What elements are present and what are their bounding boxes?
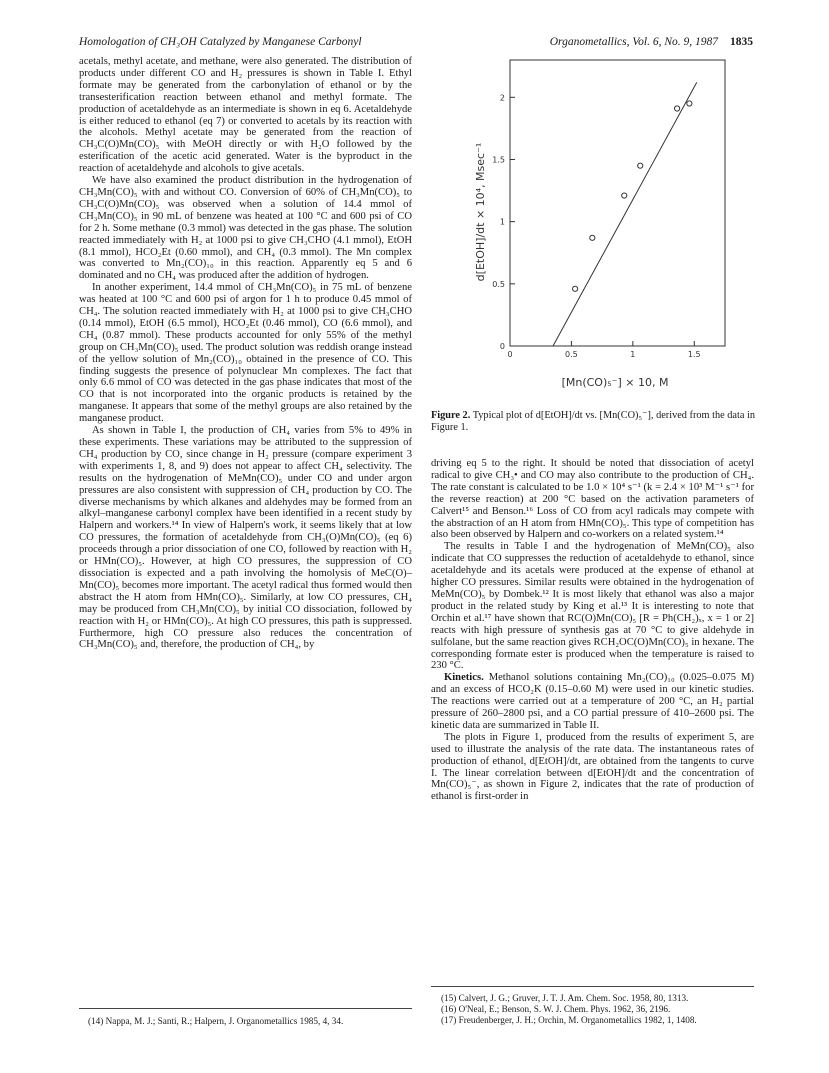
figure-caption [431,410,755,434]
y-axis-ticks [492,93,515,351]
data-point [674,106,679,111]
fit-line [553,82,697,346]
data-point [590,235,595,240]
footnote-rule [431,986,754,987]
y-tick-label: 1.5 [492,155,505,165]
plot-frame [510,60,725,346]
kinetics-paragraph [431,672,754,732]
x-axis-ticks [507,341,700,359]
figure-2 [437,58,757,408]
caption-label: Figure 2. [431,410,471,421]
page-number: 1835 [730,36,753,48]
footnote: (17) Freudenberger, J. H.; Orchin, M. Organometallics 1982, 1, 1408. [441,1015,697,1026]
x-tick-label: 0.5 [565,350,578,359]
paragraph: As shown in Table I, the production of CH₄ varies from 5% to 49% in these experiments. These variations may be attributed to the suppression of CH₄ production by CO, since change in H₂ pressure (compare experiment 3 with experiments 1, 8, and 9) does not appear to affect CH₄ selectivity. The results on the hydrogenation of MeMn(CO)₅ under CO and under argon pressures are also consistent with suppression of CH₄ production by CO. The diverse mechanisms by which alkanes and aldehydes may be formed from an alkyl–manganese carbonyl complex have been identified in a recent study by Halpern and workers.¹⁴ In view of Halpern's work, it seems likely that at low CO pressures, the formation of acetaldehyde from CH₃(O)Mn(CO)₅ (eq 6) proceeds through a prior dissociation of one CO, followed by reaction with H₂ or HMn(CO)₅. However, at high CO pressures, the suppression of CO dissociation is expected and a path involving the homolysis of MeC(O)–Mn(CO)₅ becomes more important. The acetyl radical thus formed would then abstract the H atom from HMn(CO)₅. Similarly, at low CO pressures, CH₄ may be produced from CH₃Mn(CO)₅ by initial CO dissociation, followed by reaction with H₂ or HMn(CO)₅. At high CO pressures, this path is suppressed. Furthermore, high CO pressure also reduces the concentration of CH₃Mn(CO)₅ and, therefore, the production of CH₄, by [79,425,412,651]
footnotes-left [88,1016,418,1027]
paragraph: We have also examined the product distribution in the hydrogenation of CH₃Mn(CO)₅ with and without CO. Conversion of 60% of CH₃Mn(CO)₅ to CH₃C(O)Mn(CO)₅ was observed when a solution of 14.4 mmol of CH₃Mn(CO)₅ in 90 mL of benzene was heated at 100 °C and 600 psi of CO for 2 h. Some methane (0.3 mmol) was detected in the gas phase. The solution reacted immediately with H₂ at 1000 psi to give CH₃CHO (4.1 mmol), EtOH (8.1 mmol), HCO₂Et (0.60 mmol), and CH₄ (0.3 mmol). The Mn complex was converted to Mn₂(CO)₁₀ in this reaction. Apparently eq 5 and 6 dominated and no CH₄ was produced after the addition of hydrogen. [79,175,412,282]
data-point [622,193,627,198]
left-column [79,56,412,651]
paragraph: driving eq 5 to the right. It should be noted that dissociation of acetyl radical to give CH₃• and CO may also contribute to the production of CH₄. The rate constant is calculated to be 1.0 × 10⁴ s⁻¹ (k = 2.4 × 10³ M⁻¹ s⁻¹ for the reverse reaction) at 200 °C based on the activation parameters of Calvert¹⁵ and Benson.¹⁶ Loss of CO from acyl radicals may compete with the abstraction of an H atom from HMn(CO)₅. This type of competition has also been observed by Halpern and co-workers on a related system.¹⁴ [431,458,754,541]
x-tick-label: 0 [507,350,513,359]
footnote: (14) Nappa, M. J.; Santi, R.; Halpern, J. Organometallics 1985, 4, 34. [88,1016,344,1026]
footnote-rule [79,1008,412,1009]
kinetics-text: Methanol solutions containing Mn₂(CO)₁₀ (0.025–0.075 M) and an excess of HCO₂K (0.15–0.60 M) were used in our kinetic studies. The reactions were carried out at a temperature of 200 °C, an H₂ partial pressure of 260–2800 psi, and a CO partial pressure of 410–2600 psi. The kinetic data are summarized in Table II. [431,672,754,731]
paragraph: acetals, methyl acetate, and methane, were also generated. The distribution of products under different CO and H₂ pressures is shown in Table I. Ethyl formate may be generated from the carbonylation of ethanol or by the transesterification reaction between ethanol and methyl formate. The production of acetaldehyde as an intermediate is shown in eq 6. Acetaldehyde is either reduced to ethanol (eq 7) or converted to acetals by its reaction with the alcohols. Methyl acetate may be generated from the reaction of CH₃C(O)Mn(CO)₅ with MeOH directly or with H₂O followed by the esterification of the acetic acid generated. Water is the byproduct in the reaction of acetaldehyde and alcohols to give acetals. [79,56,412,175]
journal-citation [550,36,753,48]
data-points [573,101,692,291]
data-point [687,101,692,106]
data-point [638,163,643,168]
x-tick-label: 1 [630,350,636,359]
caption-text: Typical plot of d[EtOH]/dt vs. [Mn(CO)₅⁻], derived from the data in Figure 1. [431,410,756,433]
x-tick-label: 1.5 [687,350,701,359]
paragraph: The plots in Figure 1, produced from the results of experiment 5, are used to illustrate the analysis of the rate data. The instantaneous rates of production of ethanol, d[EtOH]/dt, are obtained from the tangents to curve I. The linear correlation between d[EtOH]/dt and the concentration of Mn(CO)₅⁻, as shown in Figure 2, indicates that the rate of production of ethanol is first-order in [431,731,754,803]
footnote: (16) O'Neal, E.; Benson, S. W. J. Chem. Phys. 1962, 36, 2196. [441,1004,671,1015]
x-axis-label: [Mn(CO)₅⁻] × 10, M [561,376,669,389]
section-heading: Kinetics. [444,672,484,684]
y-tick-label: 1 [499,217,505,227]
footnotes-right [441,993,756,1027]
paragraph: The results in Table I and the hydrogenation of MeMn(CO)₅ also indicate that CO suppresses the reduction of acetaldehyde to ethanol, since acetaldehyde and its acetals were produced at the expense of ethanol at higher CO pressures. Similar results were obtained in the hydrogenation of MeMn(CO)₅ by Dombek.¹² It is most likely that ethanol was also a major product in the related study by King et al.¹³ It is interesting to note that Orchin et al.¹⁷ have shown that RC(O)Mn(CO)₅ [R = Ph(CH₂)ₓ, x = 1 or 2] reacts with high pressure of synthesis gas at 70 °C to give aldehyde in sulfolane, but the same reaction gives RCH₂OC(O)Mn(CO)₅ in hexane. The corresponding formate ester is produced when the temperature is raised to 230 °C. [431,541,754,672]
running-title: Homologation of CH₃OH Catalyzed by Manganese Carbonyl [79,36,362,48]
y-tick-label: 2 [499,93,505,103]
scatter-chart [437,58,757,408]
y-tick-label: 0 [499,342,505,351]
y-tick-label: 0.5 [492,279,505,289]
paragraph: In another experiment, 14.4 mmol of CH₃Mn(CO)₅ in 75 mL of benzene was heated at 100 °C and 600 psi of argon for 1 h to produce 0.45 mmol of CH₄. The solution reacted immediately with H₂ at 1000 psi to give CH₃CHO (0.14 mmol), EtOH (6.5 mmol), HCO₂Et (0.46 mmol), CO (6.6 mmol), and CH₄ (0.87 mmol). These products accounted for only 55% of the methyl group on CH₃Mn(CO)₅ used. The product solution was reddish orange instead of the yellow solution of Mn₂(CO)₁₀ obtained in the presence of CO. This finding suggests the presence of polynuclear Mn complexes. The fact that only 6.6 mmol of CO was detected in the gas phase indicates that most of the CO that is not incorporated into the organic products is retained by the manganese. It appears that some of the methyl groups are also retained by the manganese product. [79,282,412,425]
page-header [79,36,753,54]
y-axis-label: d[EtOH]/dt × 10⁴, Msec⁻¹ [474,142,487,282]
right-column [431,458,754,803]
footnote: (15) Calvert, J. G.; Gruver, J. T. J. Am. Chem. Soc. 1958, 80, 1313. [441,993,689,1003]
journal-name: Organometallics, Vol. 6, No. 9, 1987 [549,36,718,48]
data-point [573,286,578,291]
